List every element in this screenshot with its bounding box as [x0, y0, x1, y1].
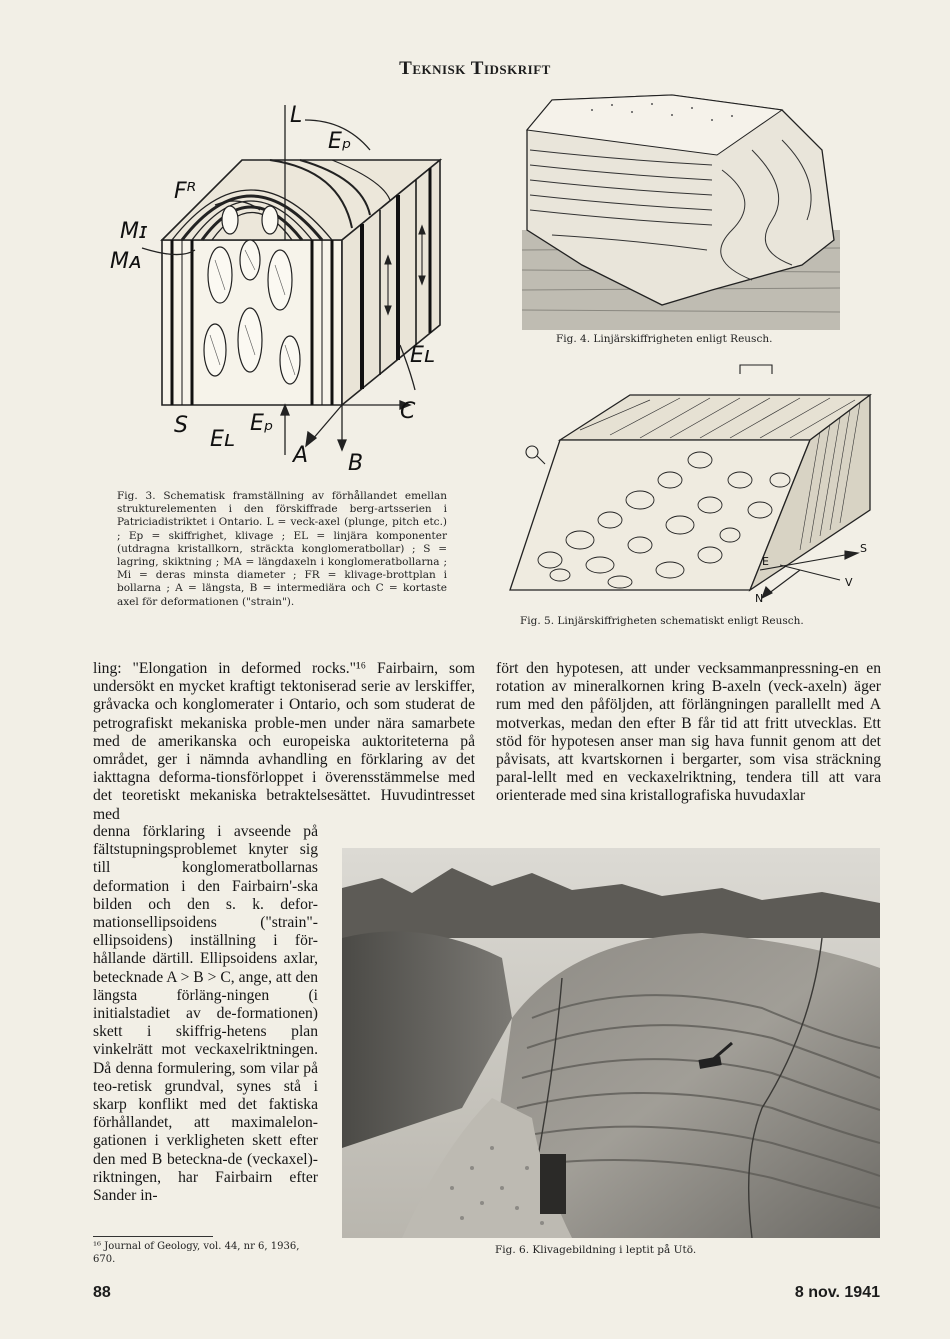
- fig3-label-EL-bottom: Eʟ: [210, 427, 236, 452]
- figure-6-photo: [342, 848, 880, 1238]
- fig3-label-Ep-bottom: Eₚ: [250, 411, 274, 436]
- left-para-full: ling: "Elongation in deformed rocks."¹⁶ Fairbairn, som undersökt en mycket kraftigt tektoniserad serie av lerskiffer, gråvacka och konglomerater i Ontario, och som studerat de petrografiskt mekaniska proble-men under nära samarbete med de amerikanska och europeiska auktoriteterna på området, ger i nämnda avhandling en förklaring av det iakttagna deforma-tionsförloppet i överensstämmelse med det teoretiskt mekaniska betraktelsesättet. Huvudintresset med: [93, 660, 475, 823]
- fig5-label-N: N: [755, 592, 764, 605]
- figure-3-caption: Fig. 3. Schematisk framställning av förhållandet emellan strukturelementen i den förskiffrade berg-artsserien i Patriciadistriktet i Ontario. L = veck-axel (plunge, pitch etc.) ; Ep = skiffrighet, klivage ; EL = linjära komponenter (utdragna kristallkorn, sträckta konglomeratbollar) ; S = lagring, skiktning ; MA = längdaxeln i konglomeratbollarna ; Mi = deras minsta diameter ; FR = klivage-brottplan i bollarna ; A = längsta, B = intermediära och C = kortaste axel för deformationen ("strain").: [117, 490, 447, 608]
- figure-5-caption: Fig. 5. Linjärskiffrigheten schematiskt enligt Reusch.: [520, 615, 804, 627]
- fig3-label-Ma: Mᴀ: [110, 249, 143, 274]
- figure-4-caption: Fig. 4. Linjärskiffrigheten enligt Reusch.: [556, 333, 773, 345]
- page-number: 88: [93, 1284, 111, 1301]
- fig3-label-B: B: [348, 451, 364, 476]
- footnote-rule: [93, 1236, 213, 1237]
- fig3-label-Fr: Fᴿ: [174, 179, 197, 204]
- fig3-label-EL: Eʟ: [410, 343, 436, 368]
- fig3-label-Ep: Eₚ: [328, 129, 352, 154]
- fig3-label-L: L: [290, 103, 303, 128]
- issue-date: 8 nov. 1941: [794, 1284, 880, 1301]
- right-para: fört den hypotesen, att under vecksammanpressning-en en rotation av mineralkornen kring B-axeln (veck-axeln) äger rum med den påföljden, att förlängningen parallellt med A motverkas, medan den efter B får tid att fritt utvecklas. Ett stöd för hypotesen anser man sig hava funnit genom att det påvisats, att kvartskornen i bergarter, som visa sträckning paral-lellt med en veckaxelriktning, tendera till att vara orienterade med sina kristallografiska huvudaxlar: [496, 660, 881, 805]
- fig3-label-Mi: Mɪ: [120, 219, 148, 244]
- figure-5-image: [500, 360, 880, 610]
- fig3-label-A: A: [293, 443, 309, 468]
- fig5-label-E: E: [762, 555, 769, 568]
- figure-3-diagram: [100, 100, 480, 485]
- figure-4-image: [522, 90, 840, 330]
- left-para-narrow: denna förklaring i avseende på fältstupningsproblemet knyter sig till konglomeratbollarnas deformation i den Fairbairn'-ska bilden och den s. k. defor-mationsellipsoidens ("strain"-ellipsoidens) inställning i för-hållande därtill. Ellipsoidens axlar, betecknade A > B > C, ange, att den längsta förläng-ningen (i initialstadiet av de-formationen) skett i skiffrig-hetens plan vinkelrätt mot veckaxelriktningen. Då denna formulering, som vilar på teo-retisk grundval, synes stå i skarp konflikt med det faktiska förhållandet, att maximalelon-gationen i verkligheten skett efter den med B beteckna-de (veckaxel)-riktningen, har Fairbairn efter Sander in-: [93, 823, 318, 1205]
- fig3-label-S: S: [174, 413, 188, 438]
- fig3-label-C: C: [400, 399, 416, 424]
- left-column-paragraph: [93, 660, 475, 824]
- running-header: Teknisk Tidskrift: [399, 58, 551, 79]
- right-column-paragraph: [496, 660, 881, 806]
- figure-6-caption: Fig. 6. Klivagebildning i leptit på Utö.: [495, 1244, 697, 1256]
- fig5-label-V: V: [845, 576, 853, 589]
- fig5-label-S: S: [860, 542, 867, 555]
- footnote: ¹⁶ Journal of Geology, vol. 44, nr 6, 1936, 670.: [93, 1241, 300, 1265]
- left-column-narrow-paragraph: [93, 823, 318, 1205]
